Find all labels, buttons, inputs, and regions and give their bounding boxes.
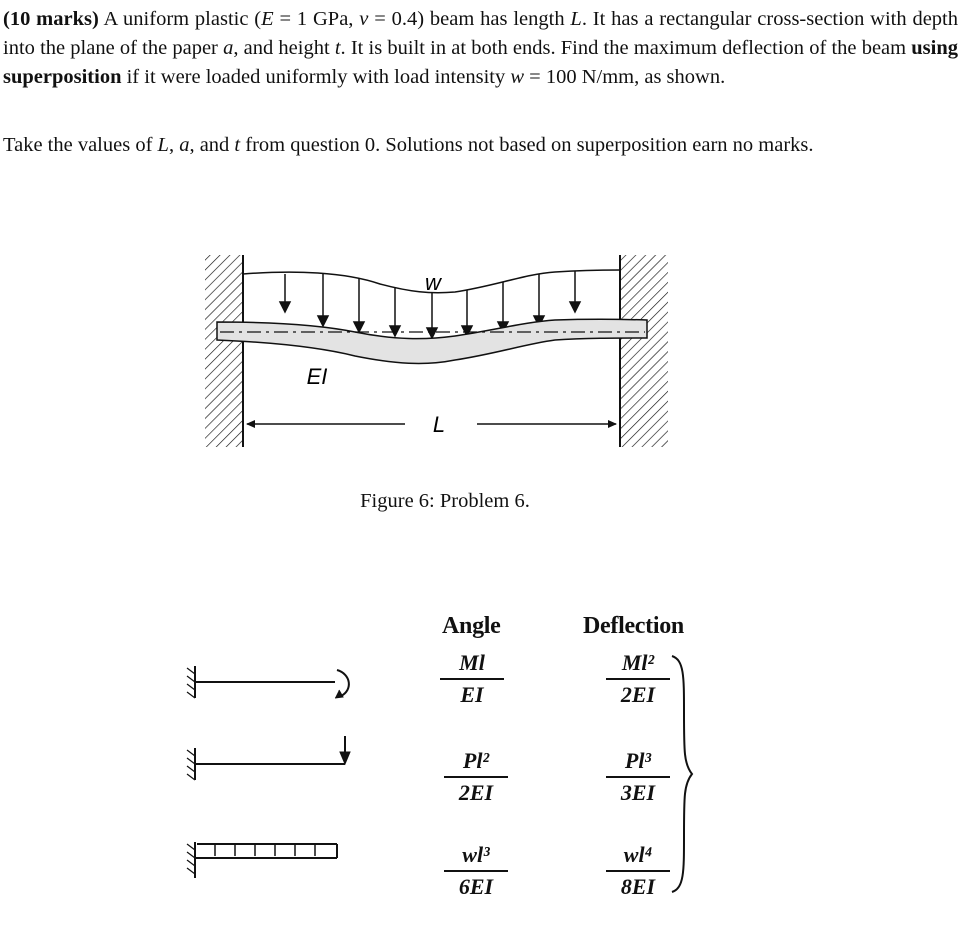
denominator: 2EI (458, 780, 494, 805)
text-run: = 100 N/mm, as shown. (524, 66, 726, 88)
load-label: w (425, 270, 441, 295)
angle-formula-point-load (436, 748, 516, 806)
math-E: E (261, 8, 274, 30)
text-run: Take the values of (3, 134, 158, 156)
denominator: EI (460, 682, 484, 707)
emphasis-superposition: using superposition (3, 37, 959, 88)
math-t: t (334, 37, 341, 59)
point-load-case-sketch (187, 736, 350, 780)
right-brace (668, 652, 698, 897)
text-run: from question 0. Solutions not based on superposition earn no marks. (240, 134, 814, 156)
numerator: Pl² (462, 748, 490, 773)
angle-formula-distributed (436, 842, 516, 900)
numerator: wl³ (462, 842, 490, 867)
numerator: Pl³ (624, 748, 652, 773)
text-run: . It is built in at both ends. Find the maximum deflection of the beam (340, 37, 912, 59)
math-a: a (179, 134, 190, 156)
denominator: 8EI (620, 874, 656, 899)
math-L: L (570, 8, 582, 30)
denominator: 2EI (620, 682, 656, 707)
numerator: wl⁴ (623, 842, 653, 867)
text-run: = 1 GPa, (273, 8, 360, 30)
math-w: w (510, 66, 525, 88)
fraction-bar (444, 870, 508, 872)
text-run: A uniform plastic ( (103, 8, 262, 30)
math-nu: ν (359, 8, 369, 30)
math-a: a (223, 37, 234, 59)
problem-statement (3, 5, 958, 92)
moment-case-sketch (187, 666, 349, 698)
beam-figure (195, 240, 685, 460)
deflection-formula-point-load (598, 748, 678, 806)
angle-formula-moment (432, 650, 512, 708)
marks-label: (10 marks) (3, 8, 99, 30)
numerator: Ml (459, 650, 485, 675)
problem-note (3, 131, 958, 160)
angle-header: Angle (442, 613, 501, 639)
text-run: , and (189, 134, 235, 156)
numerator: Ml² (621, 650, 655, 675)
figure-caption: Figure 6: Problem 6. (360, 490, 530, 512)
deflection-formula-moment (598, 650, 678, 708)
fraction-bar (606, 870, 670, 872)
text-run: = 0.4) beam has length (368, 8, 571, 30)
math-t: t (234, 134, 241, 156)
text-run: if it were loaded uniformly with load intensity (121, 66, 511, 88)
length-label: L (432, 412, 446, 437)
text-run: . It has a rectangular cross-section with depth into the plane of the paper (3, 8, 959, 59)
distributed-load-case-sketch (187, 842, 337, 878)
fraction-bar (444, 776, 508, 778)
text-run: , (168, 134, 180, 156)
fraction-bar (606, 678, 670, 680)
loading-cases-sketches (185, 652, 365, 902)
text-run: , and height (233, 37, 335, 59)
right-wall (620, 255, 668, 447)
stiffness-label: EI (306, 364, 328, 389)
denominator: 6EI (458, 874, 494, 899)
math-L: L (157, 134, 169, 156)
deflection-formula-distributed (598, 842, 678, 900)
denominator: 3EI (620, 780, 656, 805)
left-wall (205, 255, 243, 447)
deflection-header: Deflection (583, 613, 684, 639)
fraction-bar (440, 678, 504, 680)
fraction-bar (606, 776, 670, 778)
